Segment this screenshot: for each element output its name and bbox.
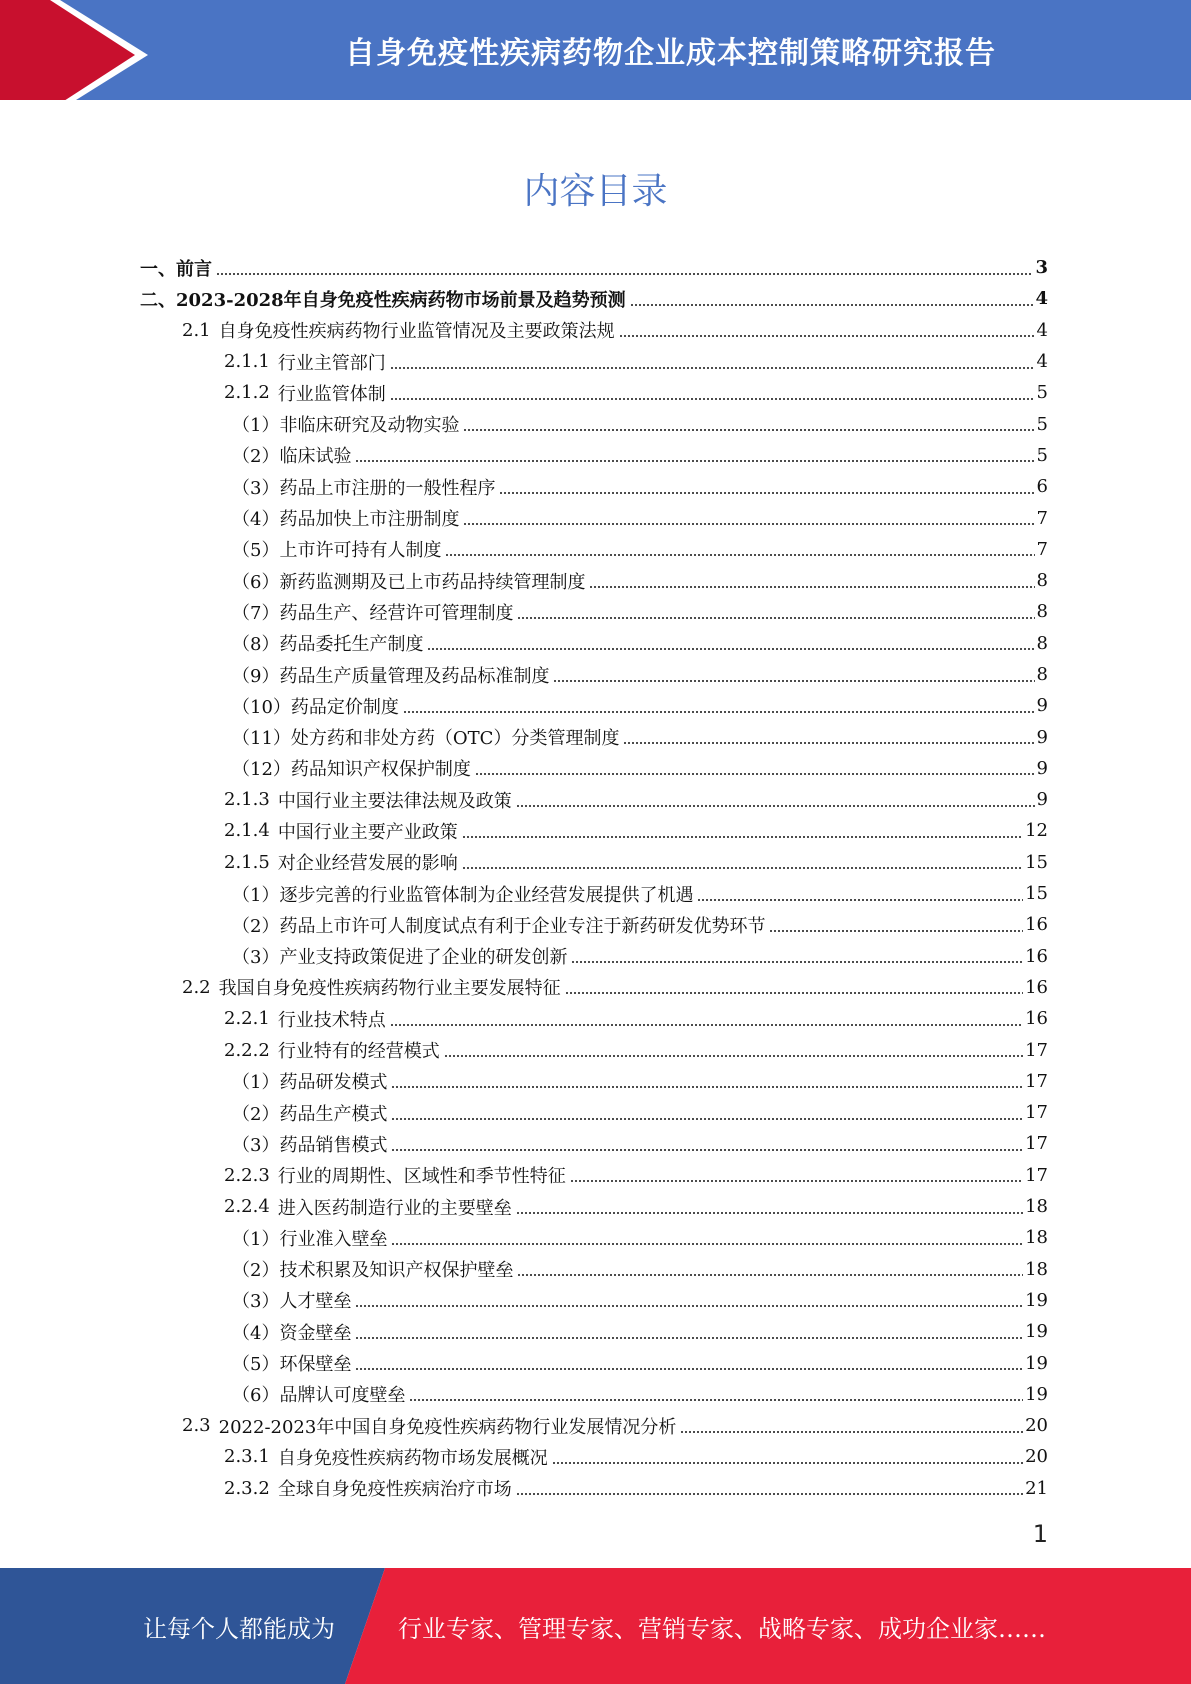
toc-entry-page: 16 [1025,945,1048,967]
toc-entry-text: 行业的周期性、区域性和季节性特征 [277,1166,566,1188]
toc-entry-text: 行业特有的经营模式 [277,1041,440,1063]
toc-entry-number: 2.1.3 [224,789,270,811]
toc-entry-page: 15 [1025,883,1048,905]
toc-entry-page: 17 [1025,1070,1048,1092]
toc-entry[interactable] [140,1473,1048,1504]
toc-entry[interactable] [140,1066,1048,1097]
toc-entry-text: （10）药品定价制度 [232,696,399,718]
toc-entry[interactable] [140,1191,1048,1222]
toc-entry-page: 12 [1025,820,1048,842]
toc-entry-text: 中国行业主要产业政策 [277,821,458,843]
toc-dot-leader [680,1431,1023,1433]
toc-entry[interactable] [140,565,1048,596]
toc-entry[interactable] [140,1254,1048,1285]
toc-entry-text: 自身免疫性疾病药物行业监管情况及主要政策法规 [218,321,615,343]
toc-entry-text: 进入医药制造行业的主要壁垒 [277,1197,512,1219]
toc-entry-text: （3）药品销售模式 [232,1134,388,1156]
toc-entry-number: 2.2.1 [224,1008,270,1030]
toc-dot-leader [589,586,1034,588]
toc-entry-number: 2.2.2 [224,1039,270,1061]
toc-entry-page: 19 [1025,1321,1048,1343]
toc-entry-page: 8 [1036,570,1048,592]
toc-dot-leader [565,992,1023,994]
toc-entry-page: 9 [1036,789,1048,811]
toc-dot-leader [630,304,1034,306]
toc-dot-leader [462,836,1023,838]
toc-entry[interactable] [140,377,1048,408]
toc-entry-page: 4 [1035,288,1048,310]
toc-entry-page: 17 [1025,1133,1048,1155]
toc-dot-leader [355,460,1034,462]
toc-entry-text: （3）人才壁垒 [232,1291,352,1313]
toc-entry[interactable] [140,502,1048,533]
toc-dot-leader [355,1305,1023,1307]
toc-entry-text: （3）药品上市注册的一般性程序 [232,477,496,499]
toc-entry-text: （9）药品生产质量管理及药品标准制度 [232,665,550,687]
toc-entry-number: 2.3.1 [224,1446,270,1468]
toc-entry-number: 2.2.4 [224,1196,270,1218]
toc-entry[interactable] [140,628,1048,659]
toc-entry[interactable] [140,1285,1048,1316]
toc-entry-text: （4）资金壁垒 [232,1322,352,1344]
page-header [0,0,1191,110]
toc-entry-text: 中国行业主要法律法规及政策 [277,790,512,812]
toc-entry-text: 行业主管部门 [277,352,386,374]
toc-entry-number: 2.1 [182,319,211,341]
toc-entry[interactable] [140,534,1048,565]
toc-entry[interactable] [140,847,1048,878]
toc-entry[interactable] [140,408,1048,439]
toc-entry-text: （7）药品生产、经营许可管理制度 [232,602,514,624]
toc-entry-text: 我国自身免疫性疾病药物行业主要发展特征 [218,978,561,1000]
toc-entry[interactable] [140,659,1048,690]
toc-entry-page: 19 [1025,1289,1048,1311]
toc-entry-number: 2.1.4 [224,820,270,842]
toc-entry-page: 5 [1036,382,1048,404]
toc-entry-page: 9 [1036,695,1048,717]
toc-dot-leader [390,367,1035,369]
toc-entry[interactable] [140,1003,1048,1034]
toc-entry-page: 7 [1036,507,1048,529]
toc-entry-text: （12）药品知识产权保护制度 [232,759,471,781]
toc-entry-text: 2022-2023年中国自身免疫性疾病药物行业发展情况分析 [218,1416,677,1438]
toc-dot-leader [552,1462,1023,1464]
toc-entry-page: 18 [1025,1227,1048,1249]
toc-entry[interactable] [140,596,1048,627]
toc-entry-text: （1）药品研发模式 [232,1072,388,1094]
toc-dot-leader [463,429,1034,431]
toc-entry[interactable] [140,1347,1048,1378]
toc-entry-text: （6）新药监测期及已上市药品持续管理制度 [232,571,586,593]
toc-dot-leader [553,680,1034,682]
toc-dot-leader [517,1274,1023,1276]
toc-entry-page: 9 [1036,726,1048,748]
toc-entry-text: 全球自身免疫性疾病治疗市场 [277,1479,512,1501]
toc-entry-page: 7 [1036,538,1048,560]
toc-dot-leader [570,1180,1023,1182]
toc-entry-page: 16 [1025,1008,1048,1030]
toc-dot-leader [409,1399,1023,1401]
toc-entry-page: 15 [1025,851,1048,873]
toc-entry-page: 5 [1036,413,1048,435]
toc-entry-text: （1）非临床研究及动物实验 [232,415,460,437]
toc-entry-number: 2.3.2 [224,1477,270,1499]
toc-dot-leader [391,1149,1023,1151]
toc-entry-number: 2.2 [182,976,211,998]
toc-entry-page: 17 [1025,1039,1048,1061]
toc-entry[interactable] [140,1034,1048,1065]
toc-entry-page: 18 [1025,1258,1048,1280]
toc-entry[interactable] [140,972,1048,1003]
toc-entry-number: 2.3 [182,1415,211,1437]
toc-entry[interactable] [140,1222,1048,1253]
toc-dot-leader [475,773,1035,775]
toc-entry[interactable] [140,1160,1048,1191]
toc-entry-text: （1）逐步完善的行业监管体制为企业经营发展提供了机遇 [232,884,694,906]
toc-entry-text: 对企业经营发展的影响 [277,853,458,875]
toc-entry-page: 20 [1025,1415,1048,1437]
table-of-contents [140,252,1048,1504]
toc-entry-text: （3）产业支持政策促进了企业的研发创新 [232,947,568,969]
toc-entry[interactable] [140,315,1048,346]
toc-dot-leader [216,273,1033,275]
toc-dot-leader [445,554,1034,556]
toc-entry-page: 16 [1025,914,1048,936]
footer-slogan-right: 行业专家、管理专家、营销专家、战略专家、成功企业家…… [398,1614,1046,1643]
toc-dot-leader [769,930,1023,932]
toc-dot-leader [499,492,1034,494]
toc-dot-leader [390,398,1035,400]
toc-entry-page: 4 [1036,319,1048,341]
toc-entry[interactable] [140,252,1048,283]
toc-entry[interactable] [140,878,1048,909]
toc-entry-page: 8 [1036,632,1048,654]
toc-entry[interactable] [140,1410,1048,1441]
toc-dot-leader [619,335,1035,337]
toc-dot-leader [462,867,1023,869]
toc-dot-leader [463,523,1034,525]
toc-entry-number: 2.1.1 [224,351,270,373]
toc-entry-page: 5 [1036,444,1048,466]
footer-slogan-left: 让每个人都能成为 [143,1614,335,1643]
toc-dot-leader [403,711,1035,713]
toc-heading: 内容目录 [523,171,668,212]
toc-dot-leader [390,1024,1023,1026]
toc-entry[interactable] [140,1441,1048,1472]
toc-dot-leader [391,1086,1023,1088]
toc-entry[interactable] [140,471,1048,502]
toc-entry[interactable] [140,283,1048,314]
toc-entry-page: 20 [1025,1446,1048,1468]
toc-entry[interactable] [140,346,1048,377]
toc-dot-leader [444,1055,1023,1057]
toc-entry-text: （6）品牌认可度壁垒 [232,1385,406,1407]
toc-dot-leader [623,742,1034,744]
toc-entry-page: 9 [1036,757,1048,779]
toc-entry[interactable] [140,941,1048,972]
toc-dot-leader [355,1368,1023,1370]
toc-dot-leader [427,648,1034,650]
toc-dot-leader [355,1337,1023,1339]
toc-entry-page: 4 [1036,351,1048,373]
toc-entry[interactable] [140,440,1048,471]
toc-entry[interactable] [140,690,1048,721]
toc-entry-text: （4）药品加快上市注册制度 [232,509,460,531]
toc-dot-leader [391,1243,1023,1245]
toc-entry-page: 17 [1025,1102,1048,1124]
toc-entry-text: （5）上市许可持有人制度 [232,540,442,562]
toc-entry-page: 6 [1036,476,1048,498]
toc-entry-text: 行业监管体制 [277,383,386,405]
toc-entry-page: 16 [1025,976,1048,998]
page-number: 1 [1032,1520,1048,1548]
toc-entry-text: （8）药品委托生产制度 [232,634,424,656]
toc-dot-leader [391,1118,1023,1120]
report-title: 自身免疫性疾病药物企业成本控制策略研究报告 [345,36,996,71]
toc-entry-page: 17 [1025,1164,1048,1186]
toc-dot-leader [516,1212,1023,1214]
toc-entry-text: 二、2023-2028年自身免疫性疾病药物市场前景及趋势预测 [140,289,626,311]
toc-entry-text: （1）行业准入壁垒 [232,1228,388,1250]
toc-entry[interactable] [140,753,1048,784]
toc-entry-text: 行业技术特点 [277,1009,386,1031]
toc-dot-leader [516,1493,1023,1495]
toc-entry-number: 2.2.3 [224,1164,270,1186]
toc-entry[interactable] [140,721,1048,752]
toc-entry-page: 18 [1025,1196,1048,1218]
toc-entry-page: 19 [1025,1352,1048,1374]
toc-entry-text: （2）临床试验 [232,446,352,468]
toc-entry-page: 21 [1025,1477,1048,1499]
toc-entry-text: 一、前言 [140,258,212,280]
toc-dot-leader [697,899,1023,901]
toc-entry[interactable] [140,1097,1048,1128]
toc-entry[interactable] [140,815,1048,846]
toc-entry-page: 8 [1036,601,1048,623]
toc-entry-page: 19 [1025,1383,1048,1405]
toc-entry[interactable] [140,784,1048,815]
toc-entry-text: （2）药品生产模式 [232,1103,388,1125]
toc-entry-page: 8 [1036,664,1048,685]
toc-dot-leader [516,805,1035,807]
toc-entry[interactable] [140,909,1048,940]
toc-entry-text: （5）环保壁垒 [232,1354,352,1376]
toc-entry-number: 2.1.2 [224,382,270,404]
page-footer [0,1568,1191,1684]
toc-dot-leader [571,961,1023,963]
toc-entry[interactable] [140,1128,1048,1159]
toc-entry[interactable] [140,1316,1048,1347]
toc-dot-leader [517,617,1034,619]
toc-entry-number: 2.1.5 [224,851,270,873]
toc-entry-text: （2）药品上市许可人制度试点有利于企业专注于新药研发优势环节 [232,915,766,937]
toc-entry[interactable] [140,1379,1048,1410]
toc-entry-text: （2）技术积累及知识产权保护壁垒 [232,1260,514,1282]
toc-entry-text: 自身免疫性疾病药物市场发展概况 [277,1447,548,1469]
toc-entry-text: （11）处方药和非处方药（OTC）分类管理制度 [232,728,620,750]
toc-entry-page: 3 [1035,257,1048,279]
